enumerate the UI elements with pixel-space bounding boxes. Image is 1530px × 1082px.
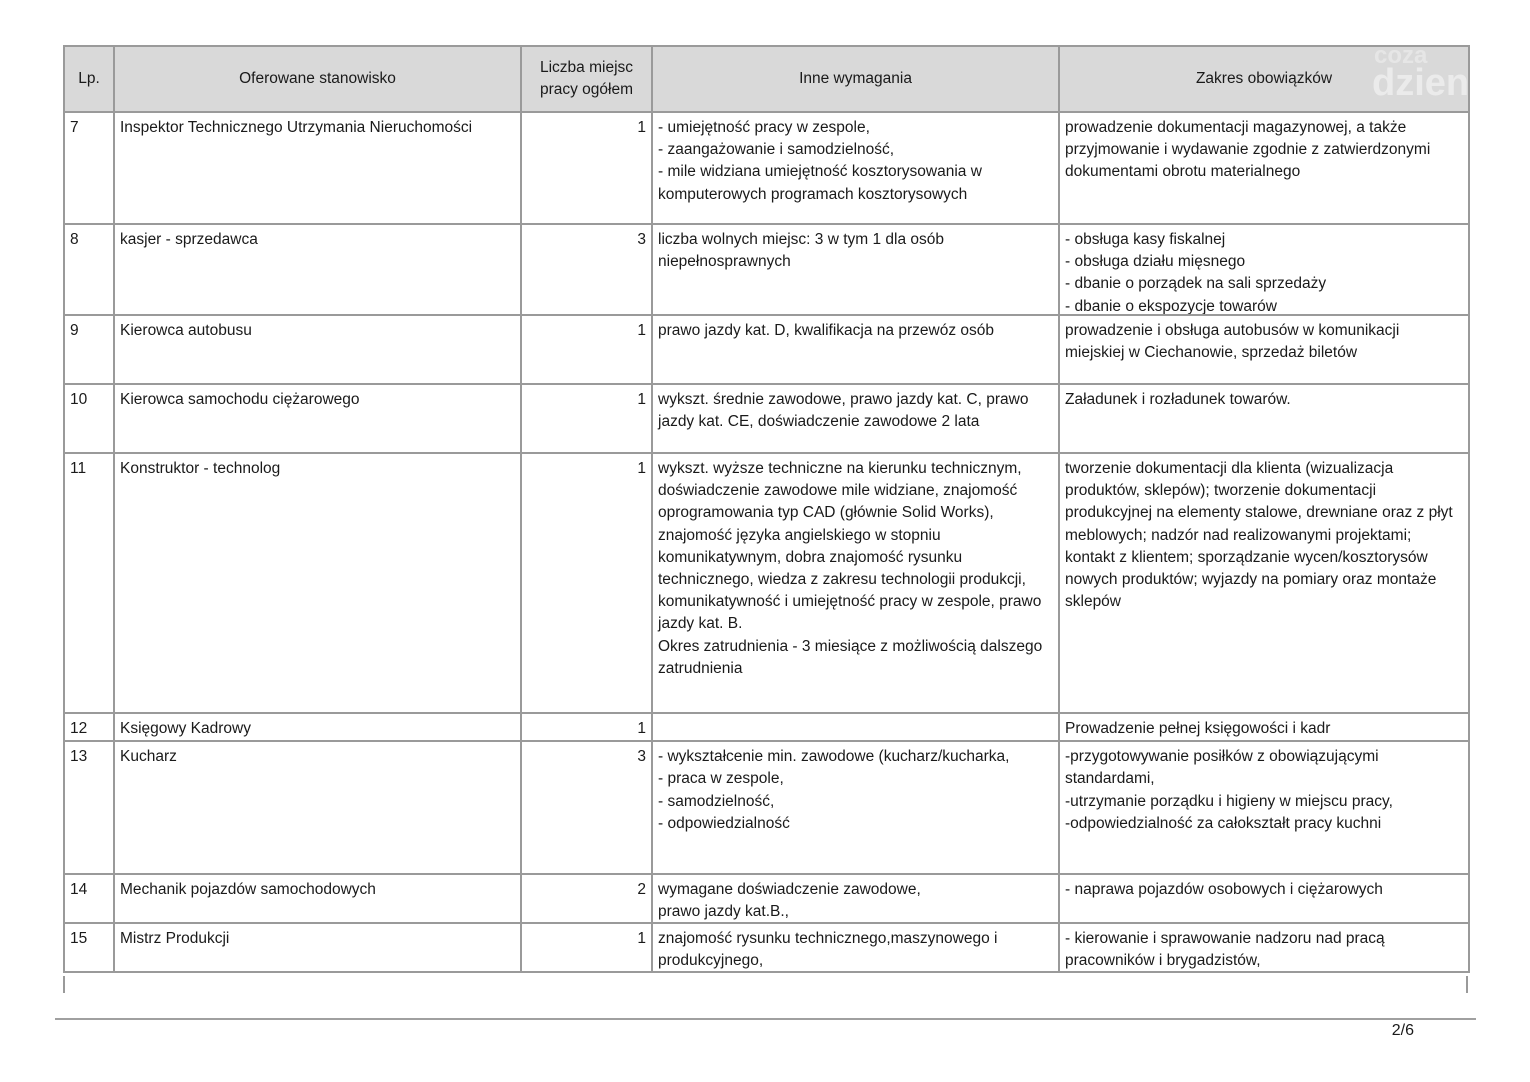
cell-requirements — [652, 874, 1059, 923]
cell-lp: 7 — [64, 112, 114, 224]
cell-duties: prowadzenie i obsługa autobusów w komunikacji miejskiej w Ciechanowie, sprzedaż biletów — [1059, 315, 1469, 384]
cell-count: 1 — [521, 923, 652, 972]
table-row — [64, 315, 1469, 384]
cell-duties — [1059, 224, 1469, 315]
cell-requirements — [652, 923, 1059, 972]
header-count: Liczba miejsc pracy ogółem — [521, 46, 652, 112]
cell-duties-text: - kierowanie i sprawowanie nadzoru nad pracą pracowników i brygadzistów, — [1065, 930, 1385, 970]
table-row — [64, 224, 1469, 315]
table-row — [64, 923, 1469, 972]
table-row — [64, 713, 1469, 741]
cell-position: Kierowca autobusu — [114, 315, 521, 384]
cell-requirements-text: znajomość rysunku technicznego,maszynowego i produkcyjnego, — [658, 930, 998, 970]
cell-count: 2 — [521, 874, 652, 923]
job-offers-table — [63, 45, 1470, 973]
cell-position: Kierowca samochodu ciężarowego — [114, 384, 521, 453]
cell-requirements: wykszt. wyższe techniczne na kierunku technicznym, doświadczenie zawodowe mile widziane, znajomość oprogramowania typ CAD (głównie Solid Works), znajomość języka angielskiego w stopniu komunikatywnym, dobra znajomość rysunku technicznego, wiedza z zakresu technologii produkcji, komunikatywność i umiejętność pracy w zespole, prawo jazdy kat. B. Okres zatrudnienia - 3 miesiące z możliwością dalszego zatrudnienia — [652, 453, 1059, 713]
watermark-line2: dzien — [1372, 62, 1470, 104]
cell-position: Mechanik pojazdów samochodowych — [114, 874, 521, 923]
cell-requirements: wykszt. średnie zawodowe, prawo jazdy kat. C, prawo jazdy kat. CE, doświadczenie zawodowe 2 lata — [652, 384, 1059, 453]
cell-lp: 12 — [64, 713, 114, 741]
cell-duties: - naprawa pojazdów osobowych i ciężarowych — [1059, 874, 1469, 923]
cell-lp: 9 — [64, 315, 114, 384]
cell-position: Inspektor Technicznego Utrzymania Nieruchomości — [114, 112, 521, 224]
table-row — [64, 741, 1469, 874]
cell-count: 1 — [521, 453, 652, 713]
cell-lp: 10 — [64, 384, 114, 453]
cell-position: Kucharz — [114, 741, 521, 874]
cell-count: 1 — [521, 713, 652, 741]
cell-position: Księgowy Kadrowy — [114, 713, 521, 741]
header-duties: Zakres obowiązków — [1059, 46, 1469, 112]
cell-duties: Prowadzenie pełnej księgowości i kadr — [1059, 713, 1469, 741]
cell-count: 1 — [521, 384, 652, 453]
header-position: Oferowane stanowisko — [114, 46, 521, 112]
cell-lp: 13 — [64, 741, 114, 874]
cell-count: 1 — [521, 315, 652, 384]
table-row — [64, 112, 1469, 224]
table-row — [64, 384, 1469, 453]
cell-lp: 15 — [64, 923, 114, 972]
cell-requirements: - wykształcenie min. zawodowe (kucharz/kucharka, - praca w zespole, - samodzielność, - odpowiedzialność — [652, 741, 1059, 874]
header-requirements: Inne wymagania — [652, 46, 1059, 112]
cell-requirements-text: wymagane doświadczenie zawodowe, prawo jazdy kat.B., — [658, 881, 921, 921]
cell-duties: prowadzenie dokumentacji magazynowej, a także przyjmowanie i wydawanie zgodnie z zatwierdzonymi dokumentami obrotu materialnego — [1059, 112, 1469, 224]
cell-duties: -przygotowywanie posiłków z obowiązującymi standardami, -utrzymanie porządku i higieny w miejscu pracy, -odpowiedzialność za całokształt pracy kuchni — [1059, 741, 1469, 874]
table-row — [64, 453, 1469, 713]
cell-duties: tworzenie dokumentacji dla klienta (wizualizacja produktów, sklepów); tworzenie dokumentacji produkcyjnej na elementy stalowe, drewniane oraz z płyt meblowych; nadzór nad realizowanymi projektami; kontakt z klientem; sporządzanie wycen/kosztorysów nowych produktów; wyjazdy na pomiary oraz montaże sklepów — [1059, 453, 1469, 713]
cell-requirements: liczba wolnych miejsc: 3 w tym 1 dla osób niepełnosprawnych — [652, 224, 1059, 315]
cell-lp: 8 — [64, 224, 114, 315]
cell-duties — [1059, 923, 1469, 972]
cell-count: 3 — [521, 224, 652, 315]
page-number: 2/6 — [1391, 1022, 1414, 1039]
cell-duties: Załadunek i rozładunek towarów. — [1059, 384, 1469, 453]
cell-position: Konstruktor - technolog — [114, 453, 521, 713]
cell-position: kasjer - sprzedawca — [114, 224, 521, 315]
cell-lp: 11 — [64, 453, 114, 713]
cell-requirements — [652, 713, 1059, 741]
watermark-line1: coza — [1374, 42, 1428, 69]
cell-lp: 14 — [64, 874, 114, 923]
footer-divider — [55, 1018, 1476, 1020]
cell-duties-text: - obsługa kasy fiskalnej - obsługa działu mięsnego - dbanie o porządek na sali sprzedaży - dbanie o ekspozycje towarów — [1065, 231, 1327, 314]
table-header-row — [64, 46, 1469, 112]
cell-position: Mistrz Produkcji — [114, 923, 521, 972]
table-row — [64, 874, 1469, 923]
cell-requirements: - umiejętność pracy w zespole, - zaangażowanie i samodzielność, - mile widziana umiejętność kosztorysowania w komputerowych programach kosztorysowych — [652, 112, 1059, 224]
header-lp: Lp. — [64, 46, 114, 112]
cell-count: 1 — [521, 112, 652, 224]
cell-requirements: prawo jazdy kat. D, kwalifikacja na przewóz osób — [652, 315, 1059, 384]
table-continuation — [63, 976, 1468, 993]
cell-count: 3 — [521, 741, 652, 874]
